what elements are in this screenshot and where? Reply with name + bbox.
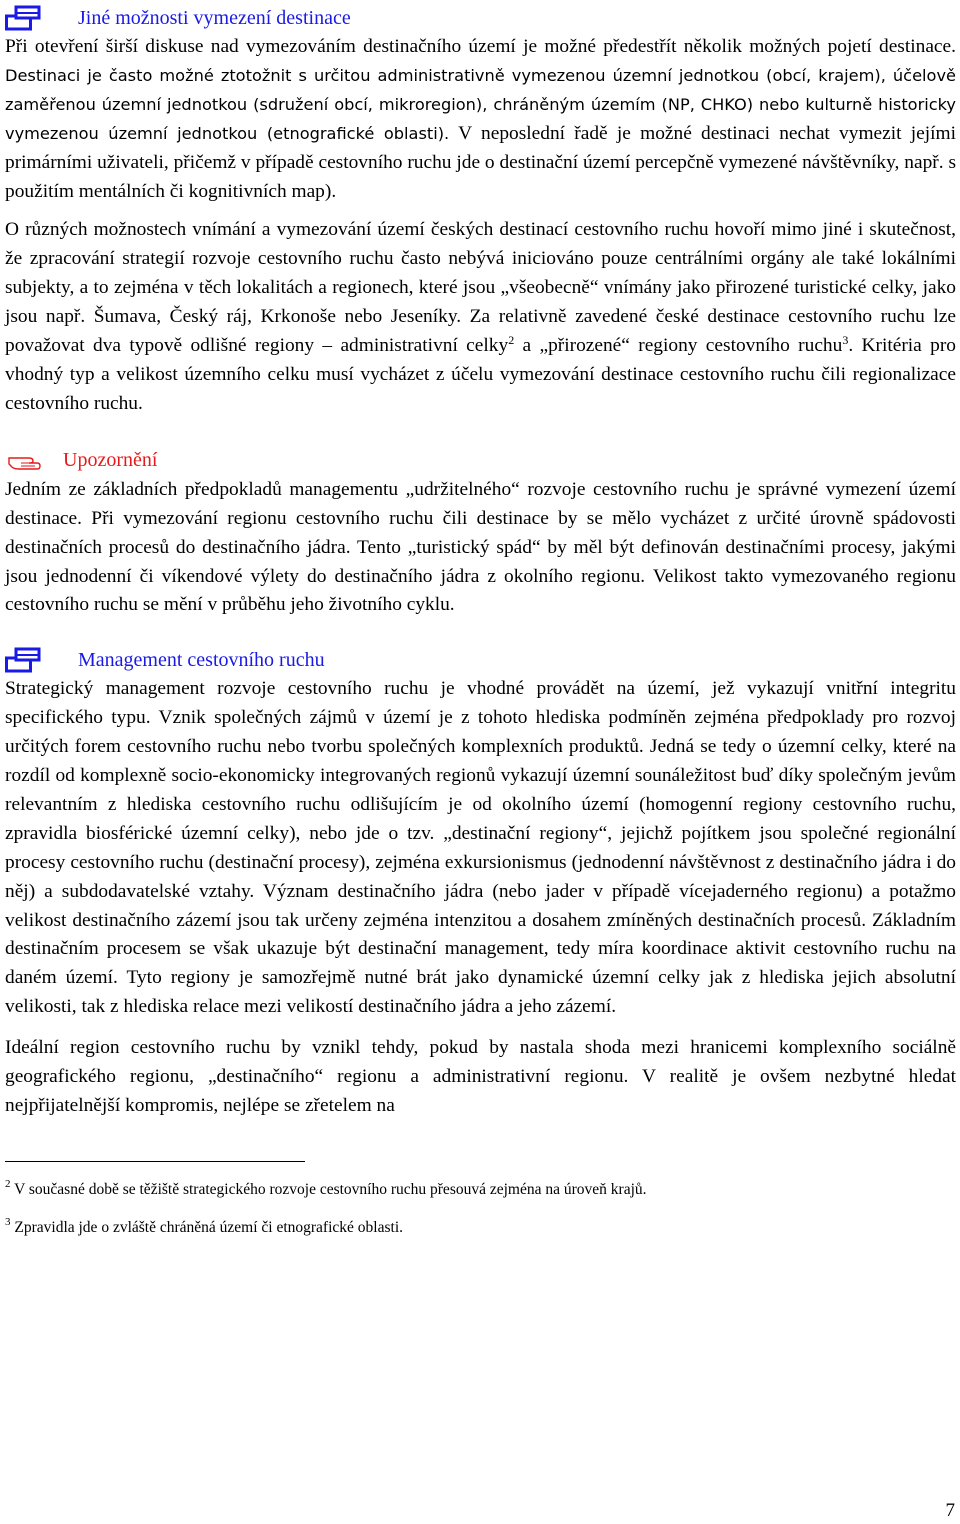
paragraph-text: a „přirozené“ regiony cestovního ruchu: [514, 335, 843, 357]
document-page: [5, 0, 956, 1238]
structure-icon: [5, 647, 41, 673]
paragraph: [5, 33, 956, 206]
section-title: Management cestovního ruchu: [78, 648, 325, 671]
section-title: Upozornění: [63, 449, 158, 472]
section-heading-management: [5, 645, 956, 675]
section-heading-destinations: [5, 3, 956, 33]
footnote-separator: [5, 1161, 305, 1162]
section-title: Jiné možnosti vymezení destinace: [78, 6, 351, 29]
paragraph-text: O různých možnostech vnímání a vymezování území českých destinací cestovního ruchu hovoří mimo jiné i skutečnost, že zpracování strategií rozvoje cestovního ruchu často nebývá iniciováno pouze centrálními orgány ale také lokálními subjekty, a to zejména v těch lokalitách a regionech, které jsou „všeobecně“ vnímány jako přirozené turistické celky, jako jsou např. Šumava, Český ráj, Krkonoše nebo Jeseníky. Za relativně zavedené české destinace cestovního ruchu lze považovat dva typově odlišné regiony – administrativní celky: [5, 219, 956, 357]
footnote-text: V současné době se těžiště strategického rozvoje cestovního ruchu přesouvá zejména na úroveň krajů.: [10, 1180, 647, 1198]
footnote-number: 3: [5, 1215, 11, 1228]
structure-icon: [5, 5, 41, 31]
paragraph-text-serif: V neposlední řadě je možné destinaci nechat vymezit jejími primárními uživateli, přičemž v případě cestovního ruchu jde o destinační území percepčně vymezené návštěvníky, např. s použitím mentálních či kognitivních map).: [5, 122, 957, 202]
footnote-number: 2: [5, 1177, 11, 1190]
paragraph: Strategický management rozvoje cestovního ruchu je vhodné provádět na území, jež vykazují vnitřní integritu specifického typu. Vznik společných zájmů v území je z tohoto hlediska podmíněn zejména předpoklady pro rozvoj určitých forem cestovního ruchu nebo tvorbu společných komplexních produktů. Jedná se tedy o územní celky, které na rozdíl od komplexně socio-ekonomicky integrovaných regionů vykazují územní sounáležitost buď díky společným jevům relevantním z hlediska cestovního ruchu odlišujícím je od okolního území (homogenní regiony cestovního ruchu, zpravidla biosférické územní celky), nebo jde o tzv. „destinační regiony“, jejichž pojítkem jsou společné regionální procesy cestovního ruchu (destinační procesy), zejména exkursionismus (jednodenní návštěvnost z destinačního jádra i do něj) a subdodavatelské vztahy. Význam destinačního jádra (nebo jader v případě vícejaderného regionu) a potažmo velikost destinačního zázemí jsou tak určeny zejména intenzitou a dosahem zmíněných destinačních procesů. Základním destinačním procesem se však ukazuje být destinační management, tedy míra koordinace aktivit cestovního ruchu na daném území. Tyto regiony je samozřejmě nutné brát jako dynamické územní celky jak z hlediska jejich absolutní velikosti, tak z hlediska relace mezi velikostí destinačního jádra a jeho zázemí.: [5, 678, 956, 1018]
footnote-reference: 2: [508, 333, 515, 348]
paragraph-text: . Kritéria pro vhodný typ a velikost územního celku musí vycházet z účelu vymezování destinace cestovního ruchu čili regionalizace cestovního ruchu.: [5, 335, 956, 414]
footnote-text: Zpravidla jde o zvláště chráněná území či etnografické oblasti.: [10, 1218, 403, 1236]
paragraph: Jedním ze základních předpokladů managementu „udržitelného“ rozvoje cestovního ruchu je správné vymezení území destinace. Při vymezování regionu cestovního ruchu čili destinace by se mělo vycházet z určité úrovně spádovosti destinačních procesů do destinačního jádra. Tento „turistický spád“ by měl být definován destinačními procesy, jakými jsou jednodenní či víkendové výlety do destinačního jádra z okolního regionu. Velikost takto vymezovaného regionu cestovního ruchu se mění v průběhu jeho životního cyklu.: [5, 478, 956, 616]
pointing-hand-icon: [5, 448, 45, 474]
paragraph-text-serif: Při otevření širší diskuse nad vymezováním destinačního území je možné předestřít několik možných pojetí destinace.: [5, 36, 956, 57]
section-heading-warning: [5, 446, 956, 476]
paragraph: Ideální region cestovního ruchu by vznikl tehdy, pokud by nastala shoda mezi hranicemi komplexního sociálně geografického regionu, „destinačního“ regionu a administrativní regionu. V realitě je ovšem nezbytné hledat nejpřijatelnější kompromis, nejlépe se zřetelem na: [5, 1037, 956, 1116]
footnote: [5, 1177, 956, 1200]
page-number: 7: [945, 1500, 955, 1521]
paragraph-text-sans: Destinaci je často možné ztotožnit s určitou administrativně vymezenou územní jednotkou (obcí, krajem), účelově zaměřenou územní jednotkou (sdružení obcí, mikroregion), chráněným územím (NP, CHKO) nebo kulturně historicky vymezenou územní jednotkou (etnografické oblasti).: [5, 65, 956, 143]
footnote-reference: 3: [842, 333, 849, 348]
footnote: [5, 1215, 956, 1238]
paragraph: [5, 216, 956, 418]
